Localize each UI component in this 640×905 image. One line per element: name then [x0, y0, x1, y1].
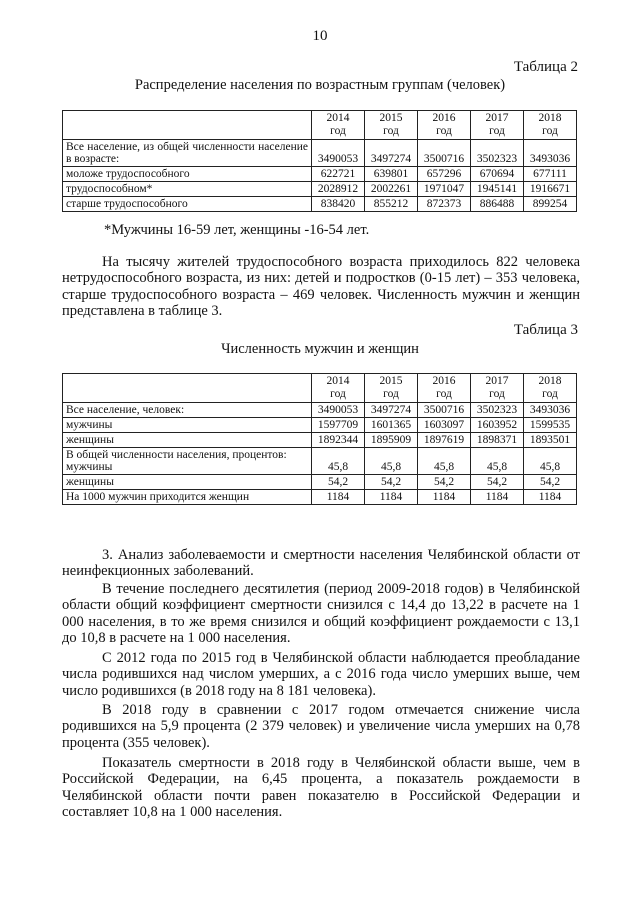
table2-title: Распределение населения по возрастным группам (человек): [134, 77, 506, 93]
year-cell: 2017 год: [471, 111, 524, 140]
percent-sublabel: мужчины: [66, 461, 113, 473]
header-empty-cell: [63, 111, 312, 140]
value-cell: 1895909: [365, 433, 418, 448]
value-cell: 1893501: [524, 433, 577, 448]
value-cell: 855212: [365, 197, 418, 212]
value-cell: 54,2: [365, 475, 418, 490]
value-cell: 657296: [418, 167, 471, 182]
table2-label: Таблица 2: [513, 59, 578, 75]
paragraph-mortality-trend: В течение последнего десятилетия (период 2009-2018 годов) в Челябинской области общий коэффициент смертности снизился с 14,4 до 13,22 в расчете на 1 000 населения, в то же время снизился и общий коэффициент рождаемости с 13,1 до 10,8 в расчете на 1 000 населения.: [62, 581, 580, 646]
row-label: На 1000 мужчин приходится женщин: [63, 490, 312, 505]
paragraph-2018-comparison: В 2018 году в сравнении с 2017 годом отмечается снижение числа родившихся на 5,9 процента (2 379 человек) и увеличение числа умерших на 0,78 процента (355 человек).: [62, 702, 580, 751]
value-cell: 3500716: [418, 140, 471, 167]
paragraph-dependency-ratio: На тысячу жителей трудоспособного возраста приходилось 822 человека нетрудоспособного возраста, из них: детей и подростков (0-15 лет) – 353 человека, старше трудоспособного возраста – 469 человек. Численность мужчин и женщин представлена в таблице 3.: [62, 254, 580, 319]
table-row: [63, 403, 577, 418]
value-cell: 45,8: [524, 448, 577, 475]
value-cell: 639801: [365, 167, 418, 182]
year-cell: 2017 год: [471, 374, 524, 403]
row-label: старше трудоспособного: [63, 197, 312, 212]
value-cell: 1597709: [312, 418, 365, 433]
value-cell: 622721: [312, 167, 365, 182]
table3-label: Таблица 3: [513, 322, 578, 338]
value-cell: 1898371: [471, 433, 524, 448]
value-cell: 1601365: [365, 418, 418, 433]
row-label: женщины: [63, 475, 312, 490]
value-cell: 3502323: [471, 140, 524, 167]
value-cell: 1897619: [418, 433, 471, 448]
row-label: Все население, из общей численности население в возрасте:: [63, 140, 312, 167]
table-row: [63, 418, 577, 433]
value-cell: 45,8: [471, 448, 524, 475]
paragraph-births-vs-deaths: С 2012 года по 2015 год в Челябинской области наблюдается преобладание числа родившихся над числом умерших, а с 2016 года число умерших выше, чем число родившихся (в 2018 году на 8 181 человека).: [62, 650, 580, 699]
value-cell: 1184: [312, 490, 365, 505]
value-cell: 1184: [418, 490, 471, 505]
value-cell: 54,2: [471, 475, 524, 490]
table-row: [63, 475, 577, 490]
value-cell: 1184: [365, 490, 418, 505]
row-label: моложе трудоспособного: [63, 167, 312, 182]
page-number: 10: [312, 28, 328, 44]
section3-heading: 3. Анализ заболеваемости и смертности населения Челябинской области от неинфекционных заболеваний.: [62, 547, 580, 580]
value-cell: 1599535: [524, 418, 577, 433]
value-cell: 2002261: [365, 182, 418, 197]
value-cell: 677111: [524, 167, 577, 182]
row-label: мужчины: [63, 418, 312, 433]
row-label: трудоспособном*: [63, 182, 312, 197]
value-cell: 54,2: [418, 475, 471, 490]
year-cell: 2016 год: [418, 111, 471, 140]
value-cell: 1184: [524, 490, 577, 505]
value-cell: 3490053: [312, 403, 365, 418]
value-cell: 838420: [312, 197, 365, 212]
table-row: [63, 197, 577, 212]
value-cell: 1945141: [471, 182, 524, 197]
row-label: женщины: [63, 433, 312, 448]
table-row: [63, 167, 577, 182]
paragraph-russia-comparison: Показатель смертности в 2018 году в Челябинской области выше, чем в Российской Федерации, на 6,45 процента, а показатель рождаемости в Челябинской области почти равен показателю в Российской Федерации и составляет 10,8 на 1 000 населения.: [62, 755, 580, 820]
value-cell: 670694: [471, 167, 524, 182]
year-cell: 2015 год: [365, 374, 418, 403]
year-cell: 2015 год: [365, 111, 418, 140]
table-row: [63, 490, 577, 505]
value-cell: 1603952: [471, 418, 524, 433]
table-row: [63, 433, 577, 448]
row-label: Все население, человек:: [63, 403, 312, 418]
table-row: [63, 448, 577, 475]
year-cell: 2018 год: [524, 111, 577, 140]
value-cell: 899254: [524, 197, 577, 212]
value-cell: 1892344: [312, 433, 365, 448]
percent-group-label: В общей численности населения, процентов:: [66, 449, 287, 461]
value-cell: 1603097: [418, 418, 471, 433]
value-cell: 45,8: [312, 448, 365, 475]
value-cell: 3497274: [365, 140, 418, 167]
value-cell: 3493036: [524, 403, 577, 418]
value-cell: 3497274: [365, 403, 418, 418]
value-cell: 2028912: [312, 182, 365, 197]
value-cell: 886488: [471, 197, 524, 212]
value-cell: 1184: [471, 490, 524, 505]
value-cell: 45,8: [365, 448, 418, 475]
table-row: [63, 140, 577, 167]
table3-title: Численность мужчин и женщин: [221, 341, 419, 357]
value-cell: 872373: [418, 197, 471, 212]
value-cell: 54,2: [524, 475, 577, 490]
year-cell: 2016 год: [418, 374, 471, 403]
table2: [62, 110, 577, 212]
value-cell: 3500716: [418, 403, 471, 418]
year-cell: 2014 год: [312, 111, 365, 140]
header-empty-cell: [63, 374, 312, 403]
value-cell: 3502323: [471, 403, 524, 418]
table3: [62, 373, 577, 505]
value-cell: 3490053: [312, 140, 365, 167]
value-cell: 54,2: [312, 475, 365, 490]
table-header-row: [63, 111, 577, 140]
table-row: [63, 182, 577, 197]
value-cell: 1916671: [524, 182, 577, 197]
value-cell: 1971047: [418, 182, 471, 197]
table2-footnote: *Мужчины 16-59 лет, женщины -16-54 лет.: [104, 222, 370, 238]
value-cell: 3493036: [524, 140, 577, 167]
row-label: [63, 448, 312, 475]
year-cell: 2018 год: [524, 374, 577, 403]
value-cell: 45,8: [418, 448, 471, 475]
table-header-row: [63, 374, 577, 403]
year-cell: 2014 год: [312, 374, 365, 403]
